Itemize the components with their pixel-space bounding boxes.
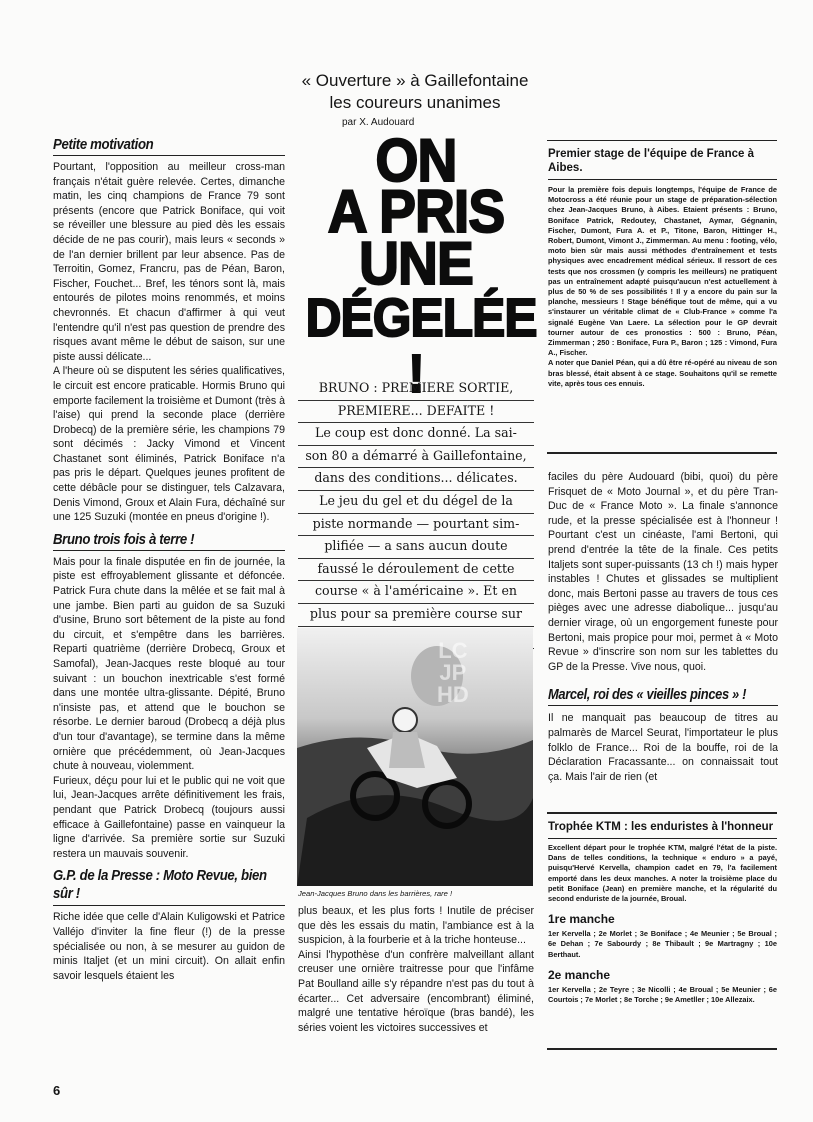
left-column — [53, 136, 285, 983]
subtitle-text: les coureurs unanimes — [329, 93, 501, 112]
lead-line: Le jeu du gel et du dégel de la — [298, 491, 534, 514]
right-continuation — [548, 470, 778, 784]
headline-line-1: ON — [375, 127, 457, 194]
kicker-text: « Ouverture » à Gaillefontaine — [301, 71, 529, 90]
divider — [548, 838, 777, 839]
divider — [53, 155, 285, 156]
terre-paragraph-1: Mais pour la finale disputée en fin de journée, la piste est effroyablement glissante et défoncée. Patrick Fura chute dans la mêlée et se fait mal à une jambe. Bien parti au guidon de sa Suzuki d'usine, Bruno sort bêtement de la piste au fond du circuit, et s'empêtre dans les barrières. Reparti quatrième (derrière Drobecq, Groux et Samofal), Jean-Jacques reste bloqué au tour suivant : un bouchon inextricable s'est formé dans une montée ultra-glissante. Dépité, Bruno n'insiste pas, et attend que le bouchon se résorbe. Le dernier baroud (Drobecq a déjà plus d'un tour d'avantage), se termine dans la même ornière que précédemment, où Jean-Jacques chute à nouveau, violemment. — [53, 555, 285, 773]
lead-paragraph — [298, 378, 534, 649]
terre-paragraph-2: Furieux, déçu pour lui et le public qui ne voit que lui, Jean-Jacques arrête définitivement les frais, pendant que Patrick Drobecq (toujours aussi efficace à Gaillefontaine) passe en vainqueur la ligne d'arrivée. Sa première sortie sur Suzuki restera un mauvais souvenir. — [53, 774, 285, 860]
seurat-paragraph: Il ne manquait pas beaucoup de titres au palmarès de Marcel Seurat, l'importateur le plus folklo de France... Roi de la bouffe, roi de la Déclaration Fracassante... on connaissait tout ça. Mais l'air de rien (et — [548, 712, 778, 783]
ktm-box — [548, 820, 777, 1005]
stage-box-title: Premier stage de l'équipe de France à Aibes. — [548, 148, 754, 174]
lead-line: faussé le déroulement de cette — [298, 559, 534, 582]
watermark-line: HD — [437, 682, 469, 707]
motivation-paragraph-2: A l'heure où se disputent les séries qualificatives, le circuit est encore praticable. Hormis Bruno qui emporte facilement la troisième et Dumont (très à l'aise) qui prend la seconde place (derrière Drobecq) de la première série, les champions 79 sont décimés : Jacky Vimond et Vincent Chastanet sont éliminés, Patrick Boniface n'a pas pris le départ. Quelques jeunes profitent de cette débâcle pour se distinguer, tels Calzavara, Denis Vimond, Groux et Alain Fura, déchaîné sur une 125 Suzuki (montée en pneus d'origine !). — [53, 365, 285, 524]
section-heading-terre: Bruno trois fois à terre ! — [53, 530, 195, 548]
headline-line-4: DÉGELÉE ! — [305, 288, 537, 404]
race-photo — [297, 628, 533, 886]
headline-line-3: UNE — [359, 230, 473, 297]
middle-paragraph-2: Ainsi l'hypothèse d'un confrère malveillant allant creuser une ornière traitresse pour que l'infâme Pat Boulland aille s'y répandre n'est pas du tout à écarter... Cet adversaire (encombrant) éliminé, malgré une tentative héroïque (bras bandé), les séries voient les victoires successives et — [298, 948, 534, 1034]
stage-box-bottom-rule — [547, 452, 777, 454]
ktm-box-bottom-rule — [547, 1048, 777, 1050]
section-heading-seurat: Marcel, roi des « vieilles pinces » ! — [548, 686, 747, 704]
lead-line: BRUNO : PREMIERE SORTIE, — [298, 378, 534, 401]
ktm-box-text: Excellent départ pour le trophée KTM, malgré l'état de la piste. Dans de telles conditions, la technique « enduro » a payé, puisqu'Hervé Kervella, champion cadet en 79, l'a facilement emporté dans les deux manches. A noter la troisième place du petit Boniface (Jean) en première manche, et la régularité du second enduriste de la journée, Broual. — [548, 843, 777, 904]
lead-line: Le coup est donc donné. La sai- — [298, 423, 534, 446]
motocross-rider-image — [297, 628, 533, 886]
stage-box — [548, 147, 777, 389]
lead-line: plus pour sa première course sur — [298, 604, 534, 627]
photo-watermark — [437, 640, 469, 706]
photo-caption: Jean-Jacques Bruno dans les barrières, rare ! — [298, 889, 453, 898]
manche-2-results: 1er Kervella ; 2e Teyre ; 3e Nicolli ; 4e Broual ; 5e Meunier ; 6e Courtois ; 7e Morlet ; 8e Torche ; 9e Ametller ; 10e Allezaix. — [548, 984, 777, 1005]
divider — [548, 705, 778, 706]
middle-paragraph-1: plus beaux, et les plus forts ! Inutile de préciser que dès les essais du matin, l'ambiance est à la suspicion, à la fourberie et à la triche honteuse... — [298, 905, 534, 947]
ktm-box-title: Trophée KTM : les enduristes à l'honneur — [548, 821, 774, 833]
stage-box-text-2: A noter que Daniel Péan, qui a dû être ré-opéré au niveau de son bras blessé, était absent à ce stage. Souhaitons qu'il se remette vite, après tous ces ennuis. — [548, 358, 777, 388]
lead-line: piste normande — pourtant sim- — [298, 514, 534, 537]
section-heading-motivation: Petite motivation — [53, 136, 154, 153]
section-heading-presse: G.P. de la Presse : Moto Revue, bien sûr ! — [53, 867, 267, 903]
byline: par X. Audouard — [342, 117, 415, 128]
lead-line: PREMIERE... DEFAITE ! — [298, 401, 534, 424]
watermark-line: LC — [438, 638, 468, 663]
divider — [53, 550, 285, 551]
lead-line: plifiée — a sans aucun doute — [298, 536, 534, 559]
stage-box-top-rule — [547, 140, 777, 141]
divider — [548, 179, 777, 180]
motivation-paragraph-1: Pourtant, l'opposition au meilleur cross-man français n'était guère relevée. Certes, dimanche matin, les cinq champions de France 79 sont présents (encore que Patrick Boniface, qui voit se réveiller une blessure au pied dès les essais décide de ne pas courir), mais leurs « seconds » de l'an dernier brillent par leur absence. Pas de Terroitin, Gomez, Francru, pas de Péan, Baron, Fischer, Fouchet... Bref, les ténors sont là, mais entourés de pilotes moins renommés, et moins chevronnés. Et chacun d'affirmer à qui veut l'entendre qu'il n'est pas question de prendre des risques avant même le début de saison, sur une piste aussi délicate... — [53, 161, 285, 363]
right-paragraph: faciles du père Audouard (bibi, quoi) du père Frisquet de « Moto Journal », et du père Tran-Duc de « France Moto ». La finale s'annonce rude, et la presse spécialisée est à l'honneur ! Pourtant c'est un cinéaste, l'ami Bertoni, qui prend d'entrée la tête de la finale. Ces petits Italjets sont super-puissants (13 ch !) mais hyper instables ! Chutes et glissades se multiplient donc, mais Bertoni passe au travers de tous ces pièges avec une adresse diabolique... jusqu'au dernier virage, où un engorgement funeste pour Bertoni, mais propice pour moi, permet à « Moto Revue » d'inscrire son nom sur les tablettes du GP de la Presse. Vive nous, quoi. — [548, 471, 778, 673]
headline-line-2: A PRIS — [327, 178, 505, 245]
lead-line: course « à l'américaine ». Et en — [298, 581, 534, 604]
watermark-line: JP — [439, 660, 467, 685]
divider — [53, 905, 285, 906]
article-kicker — [260, 70, 570, 114]
presse-paragraph: Riche idée que celle d'Alain Kuligowski et Patrice Valléjo d'inviter la fine fleur (!) de la presse spécialisée ou non, à se mesurer au guidon de minis Italjet (et un mini circuit). On allait enfin savoir lesquels étaient les — [53, 911, 285, 982]
lead-line: son 80 a démarré à Gaillefontaine, — [298, 446, 534, 469]
manche-2-title: 2e manche — [548, 967, 611, 982]
middle-continuation — [298, 904, 534, 1035]
ktm-box-top-rule — [547, 812, 777, 814]
manche-1-results: 1er Kervella ; 2e Morlet ; 3e Boniface ; 4e Meunier ; 5e Broual ; 6e Dehan ; 7e Sabourdy ; 8e Thibault ; 9e Martragny ; 10e Berthaut. — [548, 929, 777, 959]
page-number: 6 — [53, 1083, 61, 1098]
stage-box-text: Pour la première fois depuis longtemps, l'équipe de France de Motocross a été réunie pour un stage de préparation-sélection chez Jean-Jacques Bruno, à Aibes. Etaient présents : Bruno, Boniface Patrick, Redoutey, Chastanet, Aymar, Gégnanin, Fischer, Dumont, Fura A. et P., Titone, Baron, Hittinger H., Robert, Dumont, Vimont J., Zimmerman. Au menu : footing, vélo, moto bien sûr mais aussi méthodes d'entraînement et tests physiques avec encadrement médical sérieux. Il ressort de ces tests que nos crossmen (y compris les meilleurs) ne pratiquent pas un entraînement adapté puisqu'aucun n'est actuellement à plus de 50 % de ses possibilités ! Il y a encore du pain sur la planche, messieurs ! Stage bénéfique tout de même, qui a vu s'instaurer un véritable climat de « Club-France » comme l'a signalé Eugène Van Laere. La sélection pour le GP devrait tourner autour de ces pronostics : 500 : Bruno, Péan, Zimmerman ; 250 : Boniface, Fura P., Baron ; 125 : Vimond, Fura A., Fischer. — [548, 185, 777, 358]
manche-1-title: 1re manche — [548, 912, 615, 927]
big-headline — [296, 127, 537, 404]
lead-line: dans des conditions... délicates. — [298, 468, 534, 491]
